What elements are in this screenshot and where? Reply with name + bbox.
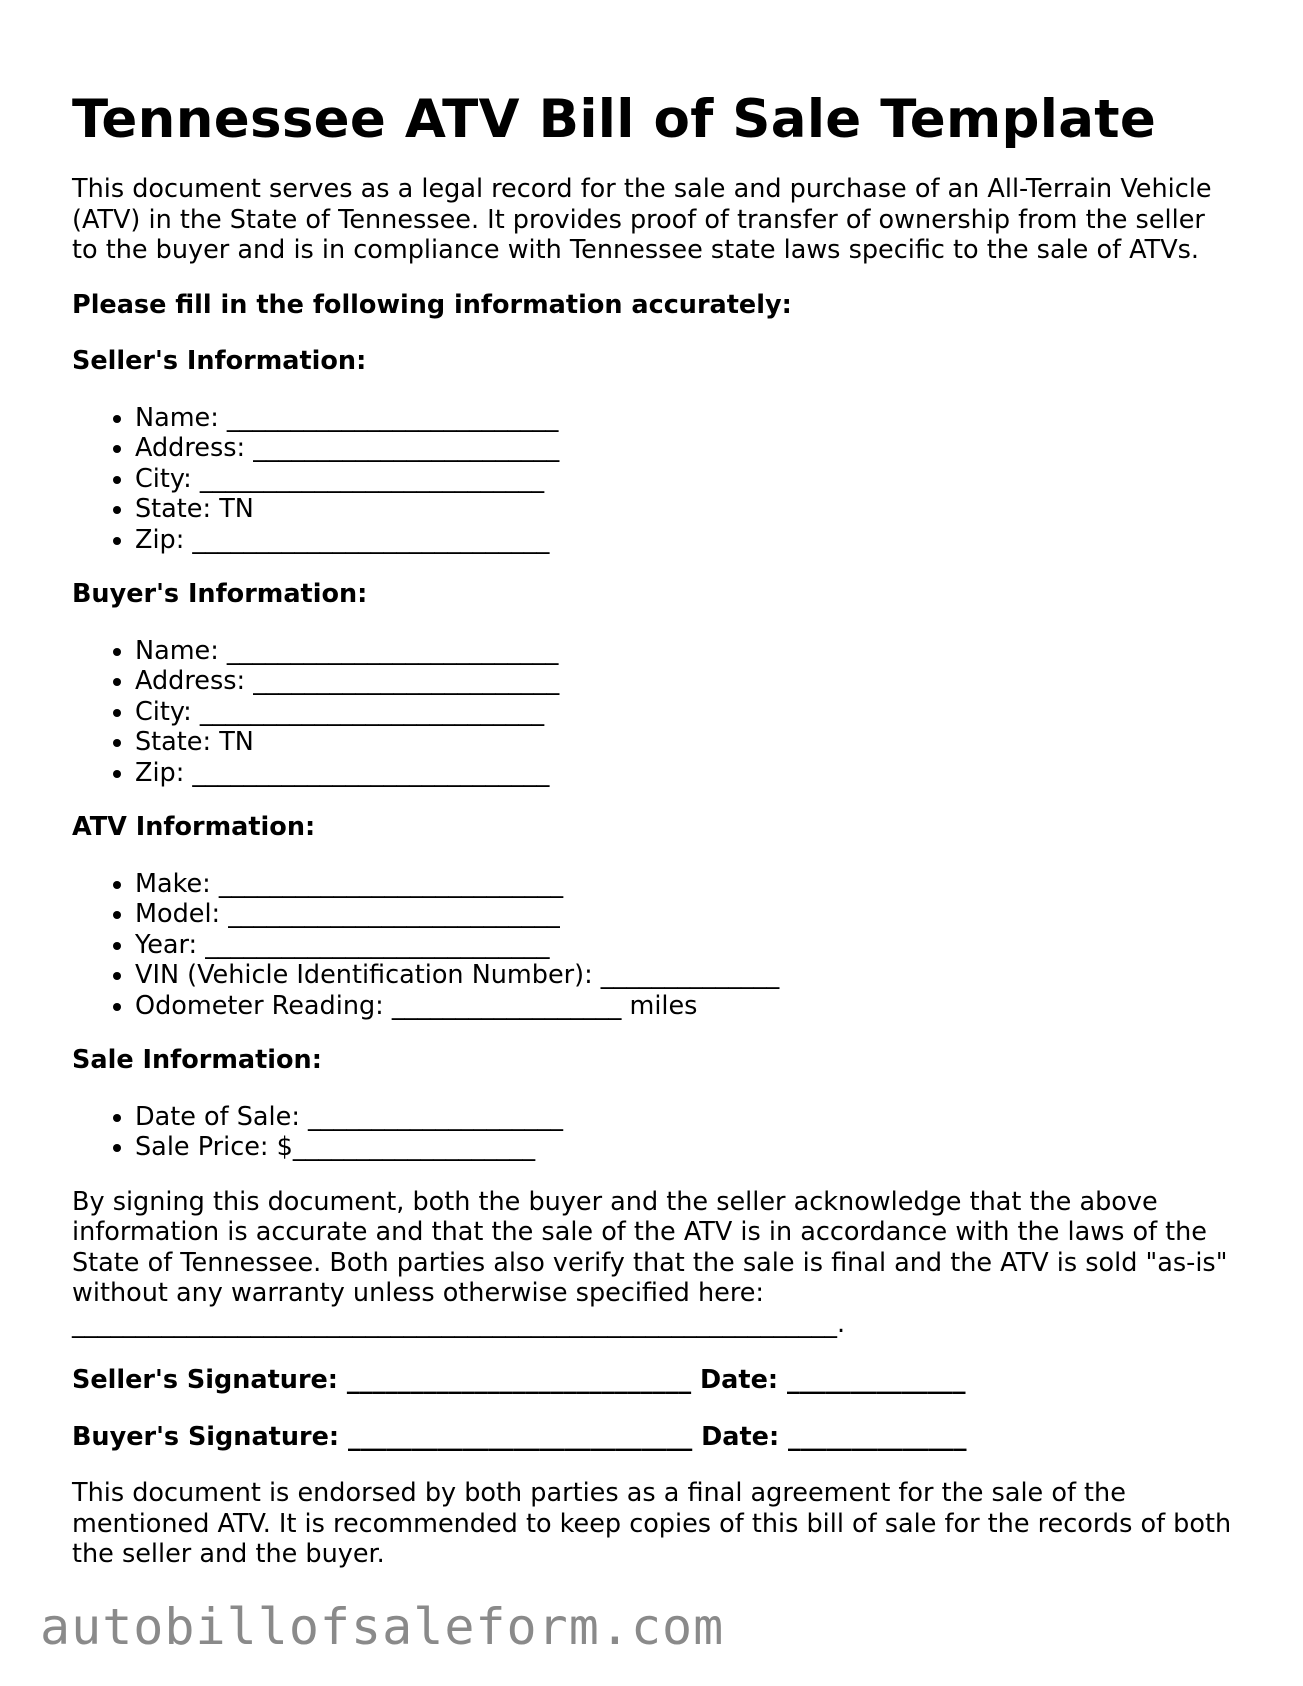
seller-state-field: • State: TN (135, 494, 1232, 525)
intro-paragraph: This document serves as a legal record for the sale and purchase of an All-Terrain Vehicle (ATV) in the State of Tennessee. It provides proof of transfer of ownership from the seller to the buyer and is in compliance with Tennessee state laws specific to the sale of ATVs. (72, 174, 1212, 265)
acknowledgement-paragraph (72, 1187, 1232, 1340)
seller-address-field[interactable]: • Address: ________________________ (135, 433, 1232, 464)
closing-paragraph: This document is endorsed by both parties as a final agreement for the sale of the mentioned ATV. It is recommended to keep copies of this bill of sale for the records of both the seller and the buyer. (72, 1478, 1232, 1569)
atv-fields-list (72, 869, 1232, 1022)
sale-price-field[interactable]: • Sale Price: $___________________ (135, 1132, 1232, 1163)
atv-model-field[interactable]: • Model: __________________________ (135, 899, 1232, 930)
buyer-name-field[interactable]: • Name: __________________________ (135, 636, 1232, 667)
site-watermark: autobillofsaleform.com (40, 1598, 725, 1656)
buyer-state-field: • State: TN (135, 727, 1232, 758)
seller-city-field[interactable]: • City: ___________________________ (135, 464, 1232, 495)
document-title: Tennessee ATV Bill of Sale Template (72, 89, 1157, 150)
acknowledgement-text: By signing this document, both the buyer and the seller acknowledge that the above information is accurate and that the sale of the ATV is in accordance with the laws of the State of Tennessee. Both parties also verify that the sale is final and the ATV is sold "as-is" without any warranty unless otherwise specified here: (72, 1186, 1228, 1308)
seller-zip-field[interactable]: • Zip: ____________________________ (135, 525, 1232, 556)
atv-year-field[interactable]: • Year: ___________________________ (135, 930, 1232, 961)
buyer-signature-line[interactable]: Buyer's Signature: ___________________________ Date: ______________ (72, 1421, 967, 1452)
seller-signature-line[interactable]: Seller's Signature: ___________________________ Date: ______________ (72, 1365, 966, 1395)
seller-fields-list (72, 403, 1232, 556)
sale-date-field[interactable]: • Date of Sale: ____________________ (135, 1102, 1232, 1133)
sale-fields-list (72, 1102, 1232, 1163)
atv-heading: ATV Information: (72, 812, 316, 842)
buyer-city-field[interactable]: • City: ___________________________ (135, 697, 1232, 728)
buyer-heading: Buyer's Information: (72, 579, 368, 609)
buyer-zip-field[interactable]: • Zip: ____________________________ (135, 758, 1232, 789)
buyer-address-field[interactable]: • Address: ________________________ (135, 666, 1232, 697)
atv-vin-field[interactable]: • VIN (Vehicle Identification Number): ______________ (135, 960, 1232, 991)
seller-heading: Seller's Information: (72, 346, 367, 376)
sale-heading: Sale Information: (72, 1045, 322, 1075)
instruction-text: Please fill in the following information accurately: (72, 289, 792, 320)
seller-name-field[interactable]: • Name: __________________________ (135, 403, 1232, 434)
document-page (72, 84, 1232, 1594)
buyer-fields-list (72, 636, 1232, 789)
warranty-blank-field[interactable]: ____________________________________________________________. (72, 1308, 846, 1339)
atv-make-field[interactable]: • Make: ___________________________ (135, 869, 1232, 900)
atv-odometer-field[interactable]: • Odometer Reading: __________________ miles (135, 991, 1232, 1022)
